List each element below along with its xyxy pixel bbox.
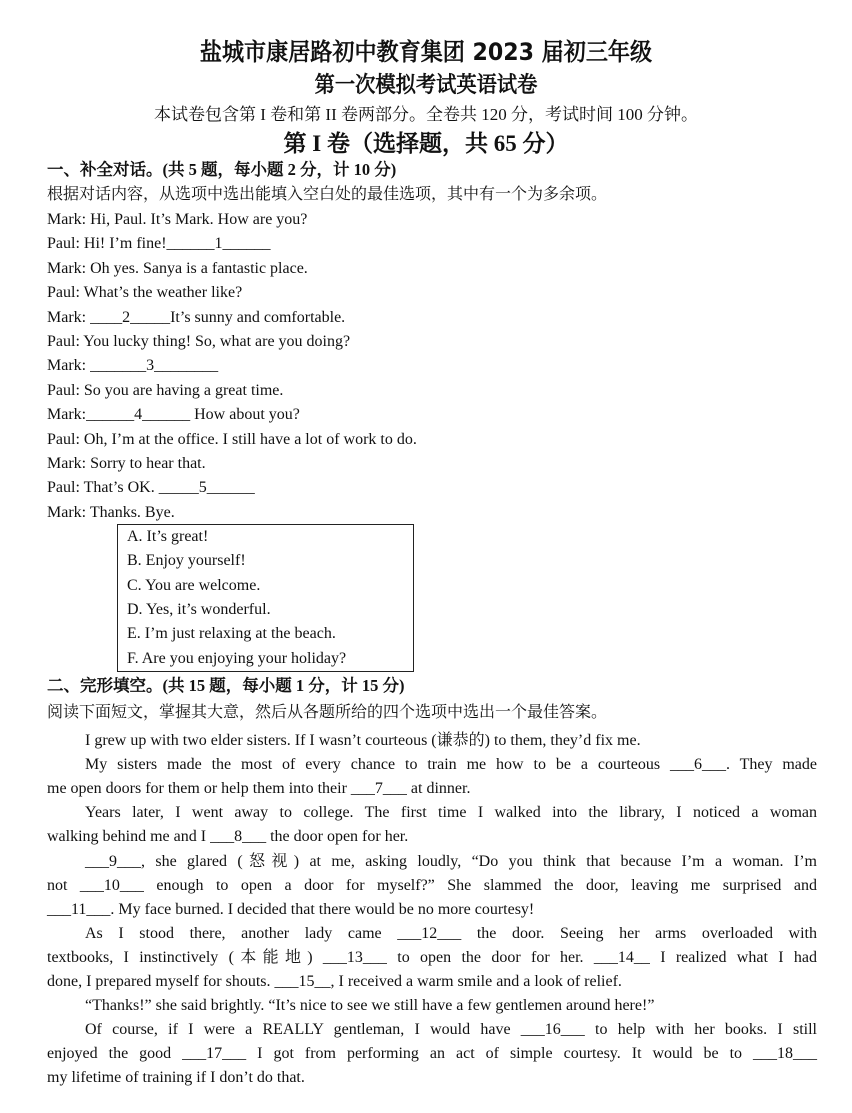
- dialogue-line: Mark: ____2_____It’s sunny and comfortable.: [47, 308, 346, 326]
- passage-line: ___11___. My face burned. I decided that there would be no more courtesy!: [47, 900, 535, 918]
- options-box: [117, 524, 414, 672]
- passage-line: walking behind me and I ___8___ the door open for her.: [47, 828, 409, 846]
- passage-line: “Thanks!” she said brightly. “It’s nice to see we still have a few gentlemen around here!”: [85, 997, 655, 1015]
- volume-title: 第 I 卷（选择题，共 65 分）: [283, 131, 569, 156]
- option-item: F. Are you enjoying your holiday?: [127, 649, 347, 667]
- exam-info: 本试卷包含第 I 卷和第 II 卷两部分。全卷共 120 分，考试时间 100 分钟。: [154, 105, 698, 124]
- exam-title-line1: 盐城市康居路初中教育集团 2023 届初三年级: [199, 38, 653, 66]
- option-item: D. Yes, it’s wonderful.: [127, 600, 271, 618]
- dialogue-line: Paul: That’s OK. _____5______: [47, 479, 255, 497]
- dialogue-line: Paul: What’s the weather like?: [47, 284, 243, 302]
- section1-instruction: 根据对话内容，从选项中选出能填入空白处的最佳选项，其中有一个为多余项。: [47, 186, 608, 203]
- passage-line: done, I prepared myself for shouts. ___15__, I received a warm smile and a look of relief.: [47, 973, 622, 990]
- passage-line: my lifetime of training if I don’t do that.: [47, 1069, 305, 1087]
- dialogue-line: Mark:______4______ How about you?: [47, 406, 300, 424]
- passage-line: As I stood there, another lady came ___12___ the door. Seeing her arms overloaded with: [85, 924, 817, 942]
- dialogue-line: Paul: So you are having a great time.: [47, 381, 284, 399]
- dialogue-line: Paul: Hi! I’m fine!______1______: [47, 235, 271, 253]
- option-item: A. It’s great!: [127, 528, 209, 545]
- dialogue-line: Mark: Sorry to hear that.: [47, 455, 206, 472]
- passage-line: My sisters made the most of every chance to train me how to be a courteous ___6___. They made: [85, 756, 817, 774]
- section2-heading: 二、完形填空。(共 15 题，每小题 1 分，计 15 分): [47, 676, 405, 695]
- passage-line: not ___10___ enough to open a door for myself?” She slammed the door, leaving me surprised and: [47, 876, 817, 894]
- passage-line: I grew up with two elder sisters. If I wasn’t courteous (谦恭的) to them, they’d fix me.: [85, 732, 641, 749]
- dialogue-line: Mark: _______3________: [47, 357, 219, 375]
- section2-instruction: 阅读下面短文，掌握其大意，然后从各题所给的四个选项中选出一个最佳答案。: [47, 704, 608, 721]
- section1-heading: 一、补全对话。(共 5 题，每小题 2 分，计 10 分): [47, 160, 397, 179]
- option-item: C. You are welcome.: [127, 576, 261, 594]
- passage-line: enjoyed the good ___17___ I got from performing an act of simple courtesy. It would be to ___18___: [47, 1045, 817, 1063]
- passage-line: Of course, if I were a REALLY gentleman, I would have ___16___ to help with her books. I still: [85, 1021, 817, 1039]
- exam-title-line2: 第一次模拟考试英语试卷: [314, 73, 538, 98]
- passage-line: ___9___, she glared (怒视) at me, asking loudly, “Do you think that because I’m a woman. I’m: [85, 852, 817, 870]
- option-item: E. I’m just relaxing at the beach.: [127, 625, 336, 643]
- option-item: B. Enjoy yourself!: [127, 552, 246, 570]
- dialogue-line: Paul: Oh, I’m at the office. I still have a lot of work to do.: [47, 430, 417, 448]
- passage-line: Years later, I went away to college. The first time I walked into the library, I noticed a woman: [85, 804, 817, 822]
- passage-line: me open doors for them or help them into their ___7___ at dinner.: [47, 780, 471, 798]
- dialogue-line: Mark: Hi, Paul. It’s Mark. How are you?: [47, 211, 308, 228]
- dialogue-line: Paul: You lucky thing! So, what are you doing?: [47, 333, 351, 350]
- dialogue-line: Mark: Thanks. Bye.: [47, 503, 175, 521]
- passage-line: textbooks, I instinctively (本能地) ___13___ to open the door for her. ___14__ I realized what I had: [47, 948, 817, 966]
- dialogue-line: Mark: Oh yes. Sanya is a fantastic place.: [47, 259, 308, 277]
